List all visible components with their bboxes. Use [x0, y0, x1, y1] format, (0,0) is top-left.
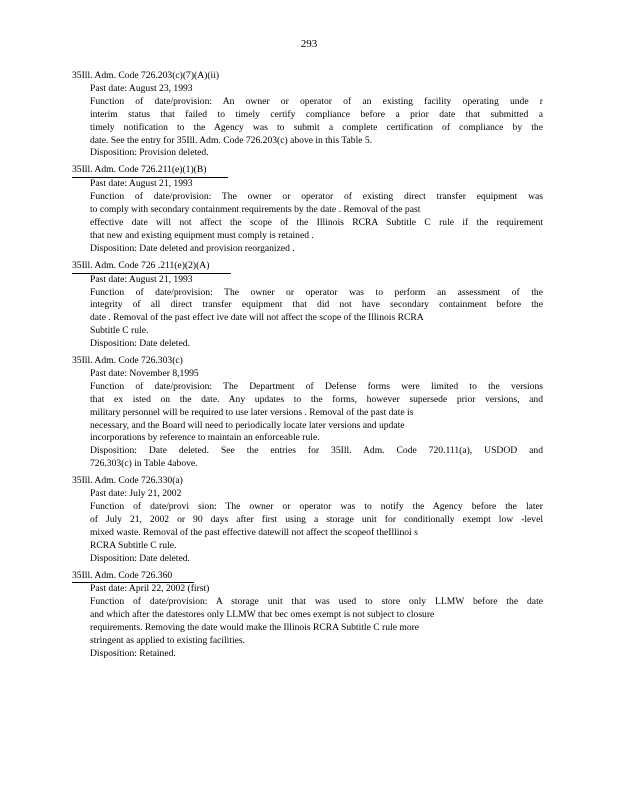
entry-text-line: to comply with secondary containment requirements by the date . Removal of the past	[90, 204, 421, 216]
section-citation: 35Ill. Adm. Code 726.360	[72, 570, 194, 584]
entry-text-line: Function of date/provision: A storage unit that was used to store only LLMW before the date	[90, 596, 543, 608]
regulation-entry	[72, 260, 543, 351]
entry-text-line: that new and existing equipment must comply is retained .	[90, 229, 314, 241]
section-citation: 35Ill. Adm. Code 726.330(a)	[72, 475, 183, 487]
entry-text-line: Function of date/provision: The Department of Defense forms were limited to the versions	[90, 380, 543, 392]
entry-heading-row	[72, 164, 543, 178]
entry-text-line: Disposition: Date deleted and provision reorganized .	[90, 242, 295, 254]
regulation-entry	[72, 570, 543, 661]
entry-text-line: Function of date/provision: An owner or operator of an existing facility operating unde r	[90, 95, 543, 107]
entry-heading-row	[72, 260, 543, 274]
entry-text-line: of July 21, 2002 or 90 days after first using a storage unit for conditionally exempt low -level	[90, 513, 543, 525]
entry-text-line: RCRA Subtitle C rule.	[90, 539, 177, 551]
entry-text-line: integrity of all direct transfer equipment that did not have secondary containment before the	[90, 299, 543, 311]
entry-text-line: incorporations by reference to maintain an enforceable rule.	[90, 432, 320, 444]
entry-heading-row	[72, 570, 543, 584]
entry-heading-row	[72, 355, 543, 368]
entry-text-line: Function of date/provi sion: The owner or operator was to notify the Agency before the later	[90, 501, 543, 512]
entry-text-line: interim status that failed to timely certify compliance before a prior date that submitted a	[90, 108, 543, 120]
entry-text-line: stringent as applied to existing facilities.	[90, 635, 246, 647]
regulation-entry	[72, 475, 543, 565]
section-citation: 35Ill. Adm. Code 726.203(c)(7)(A)(ii)	[72, 70, 220, 81]
entry-heading-row	[72, 475, 543, 488]
entry-body	[72, 583, 543, 660]
entry-heading-row	[72, 70, 543, 83]
entry-text-line: 726.303(c) in Table 4above.	[90, 458, 198, 470]
entry-body	[72, 488, 543, 565]
section-citation: 35Ill. Adm. Code 726.211(e)(1)(B)	[72, 164, 228, 178]
entry-text-line: date . Removal of the past effect ive date will not affect the scope of the Illinois RCRA	[90, 312, 424, 324]
entry-text-line: Disposition: Provision deleted.	[90, 147, 209, 159]
entry-text-line: Past date: November 8,1995	[90, 367, 199, 379]
regulation-entry	[72, 164, 543, 255]
entry-text-line: Past date: August 21, 1993	[90, 178, 193, 190]
entry-text-line: Disposition: Retained.	[90, 647, 176, 659]
entry-text-line: that ex isted on the date. Any updates to the forms, however supersede prior versions, and	[90, 393, 543, 405]
entry-body	[72, 178, 543, 255]
entry-text-line: requirements. Removing the date would make the Illinois RCRA Subtitle C rule more	[90, 622, 420, 634]
entry-text-line: Disposition: Date deleted.	[90, 338, 190, 350]
entry-text-line: Past date: August 21, 1993	[90, 273, 193, 285]
entry-text-line: Disposition: Date deleted.	[90, 552, 190, 564]
entry-body	[72, 274, 543, 351]
entry-text-line: military personnel will be required to use later versions . Removal of the past date is	[90, 406, 414, 418]
page-number: 293	[300, 38, 318, 50]
entry-text-line: mixed waste. Removal of the past effective datewill not affect the scopeof theIllinoi s	[90, 526, 418, 538]
regulation-entry	[72, 70, 543, 160]
entry-text-line: Function of date/provision: The owner or operator of existing direct transfer equipment was	[90, 191, 543, 203]
entry-text-line: Past date: July 21, 2002	[90, 488, 182, 500]
entry-text-line: timely notification to the Agency was to submit a complete certification of compliance by the	[90, 121, 543, 133]
entry-text-line: Disposition: Date deleted. See the entries for 35Ill. Adm. Code 720.111(a), USDOD and	[90, 445, 543, 457]
regulation-entry	[72, 355, 543, 471]
entry-text-line: and which after the datestores only LLMW that bec omes exempt is not subject to closure	[90, 609, 435, 621]
entry-text-line: Past date: April 22, 2002 (first)	[90, 583, 210, 595]
section-citation: 35Ill. Adm. Code 726.303(c)	[72, 355, 183, 367]
entry-body	[72, 83, 543, 160]
entry-text-line: date. See the entry for 35Ill. Adm. Code 726.203(c) above in this Table 5.	[90, 134, 373, 146]
section-citation: 35Ill. Adm. Code 726 .211(e)(2)(A)	[72, 260, 231, 274]
entry-text-line: Function of date/provision: The owner or operator was to perform an assessment of the	[90, 286, 543, 298]
entry-text-line: effective date will not affect the scope of the Illinois RCRA Subtitle C rule if the requirement	[90, 216, 543, 228]
entry-text-line: Subtitle C rule.	[90, 325, 149, 337]
document-body	[72, 70, 543, 665]
entry-text-line: necessary, and the Board will need to periodically locate later versions and update	[90, 419, 405, 431]
entry-text-line: Past date: August 23, 1993	[90, 82, 193, 94]
entry-body	[72, 368, 543, 471]
